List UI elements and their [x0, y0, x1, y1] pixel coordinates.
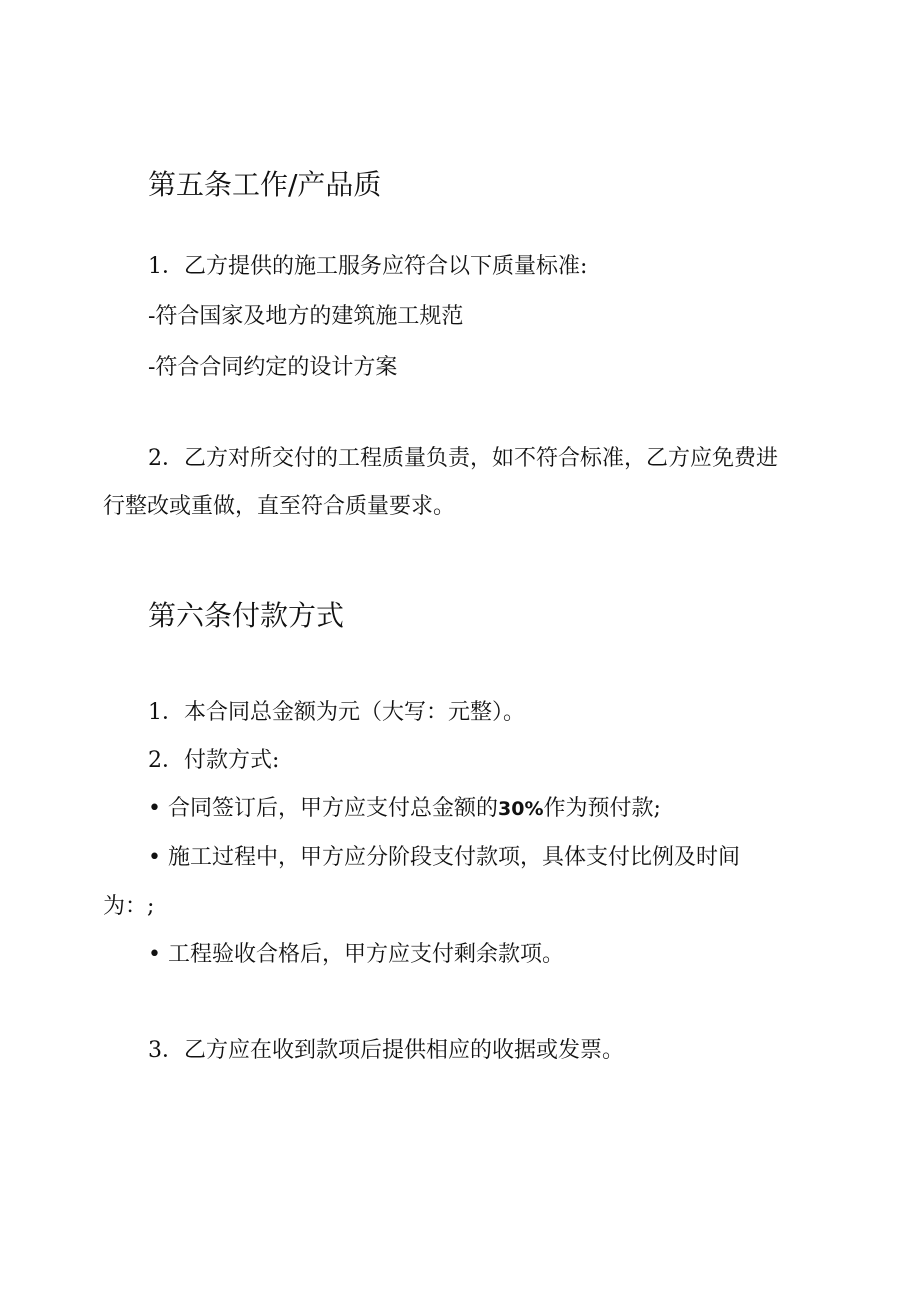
- section-6-bullet-1: [148, 794, 661, 824]
- bullet-text: 工程验收合格后，甲方应支付剩余款项。: [168, 942, 565, 967]
- item-text: 付款方式:: [184, 748, 280, 773]
- section-6-bullet-2-line-2: 为：;: [103, 894, 155, 919]
- section-5-item-2-line-2: 行整改或重做，直至符合质量要求。: [103, 494, 456, 519]
- section-5-sub-item-2: -符合合同约定的设计方案: [148, 355, 398, 380]
- section-5-item-1: [148, 252, 587, 282]
- bullet-icon: •: [148, 845, 161, 870]
- item-number: 2．: [148, 446, 184, 471]
- section-6-item-2: [148, 746, 279, 776]
- section-5-sub-item-1: -符合国家及地方的建筑施工规范: [148, 304, 464, 329]
- bullet-percent: 30%: [498, 798, 544, 820]
- section-6-bullet-2-line-1: [148, 843, 740, 873]
- item-number: 2．: [148, 748, 184, 773]
- section-6-heading: 第六条付款方式: [148, 599, 345, 632]
- item-number: 3．: [148, 1038, 184, 1063]
- bullet-icon: •: [148, 942, 161, 967]
- item-text: 乙方提供的施工服务应符合以下质量标准:: [184, 254, 588, 279]
- section-6-item-3: [148, 1036, 624, 1066]
- section-5-heading: 第五条工作/产品质: [148, 168, 382, 201]
- bullet-text-before: 合同签订后，甲方应支付总金额的: [168, 796, 499, 821]
- section-6-item-1: [148, 698, 525, 728]
- item-text: 本合同总金额为元（大写：元整）。: [184, 700, 526, 725]
- item-text: 乙方对所交付的工程质量负责，如不符合标准，乙方应免费进: [184, 446, 779, 471]
- section-5-item-2-line-1: [148, 444, 778, 474]
- bullet-icon: •: [148, 796, 161, 821]
- section-6-bullet-3: [148, 940, 564, 970]
- item-number: 1．: [148, 700, 184, 725]
- item-text: 乙方应在收到款项后提供相应的收据或发票。: [184, 1038, 625, 1063]
- item-number: 1．: [148, 254, 184, 279]
- bullet-text: 施工过程中，甲方应分阶段支付款项，具体支付比例及时间: [168, 845, 741, 870]
- bullet-text-after: 作为预付款;: [543, 796, 661, 821]
